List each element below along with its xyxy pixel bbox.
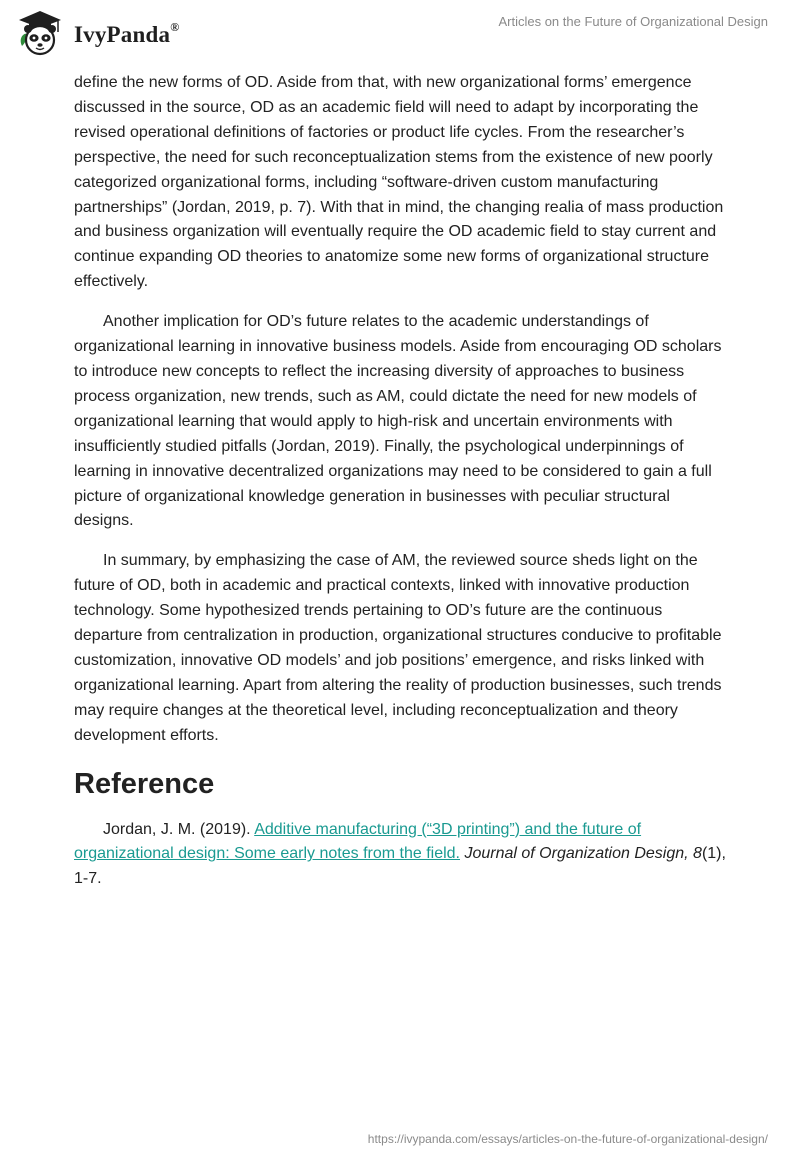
paragraph-1: define the new forms of OD. Aside from that, with new organizational forms’ emergence discussed in the source, OD as an academic field will need to adapt by incorporating the revised operational definitions of factories or product life cycles. From the researcher’s perspective, the need for such reconceptualization stems from the existence of new poorly categorized organizational forms, including “software-driven custom manufacturing partnerships” (Jordan, 2019, p. 7). With that in mind, the changing realia of mass production and business organization will eventually require the OD academic field to stay current and continue expanding OD theories to anatomize some new forms of organizational structure effectively. — [74, 74, 724, 291]
footer-url: https://ivypanda.com/essays/articles-on-the-future-of-organizational-design/ — [367, 1132, 768, 1146]
reference-journal: Journal of Organization Design, — [464, 845, 689, 863]
article-title: Articles on the Future of Organizational Design — [498, 14, 768, 29]
reference-entry — [74, 818, 730, 893]
brand-name: IvyPanda® — [74, 20, 180, 47]
page-header — [0, 0, 800, 60]
article-body — [74, 71, 730, 907]
reference-volume: 8 — [693, 845, 702, 863]
panda-graduate-icon — [14, 8, 66, 60]
reference-authors: Jordan, J. M. (2019). — [103, 820, 255, 838]
reference-link[interactable]: Additive manufacturing (“3D printing”) and the future of organizational design: Some early notes from the field. — [74, 820, 642, 863]
paragraph-2: Another implication for OD’s future relates to the academic understandings of organizational learning in innovative business models. Aside from encouraging OD scholars to introduce new concepts to reflect the increasing diversity of approaches to business process organization, new trends, such as AM, could dictate the need for new models of organizational learning that would apply to high-risk and uncertain environments with insufficiently studied pitfalls (Jordan, 2019). Finally, the psychological underpinnings of learning in innovative decentralized organizations may need to be considered to gain a full picture of organizational knowledge generation in businesses with peculiar structural designs. — [74, 313, 722, 530]
reference-pages: (1), 1-7. — [74, 845, 726, 888]
reference-heading: Reference — [74, 767, 215, 800]
paragraph-3: In summary, by emphasizing the case of AM, the reviewed source sheds light on the future of OD, both in academic and practical contexts, linked with innovative production technology. Some hypothesized trends pertaining to OD’s future are the continuous departure from centralization in production, organizational structures conducive to profitable customization, innovative OD models’ and job positions’ emergence, and risks linked with organizational learning. Apart from altering the reality of production businesses, such trends may require changes at the theoretical level, including reconceptualization and theory development efforts. — [74, 552, 722, 744]
ivypanda-logo[interactable] — [14, 8, 179, 60]
